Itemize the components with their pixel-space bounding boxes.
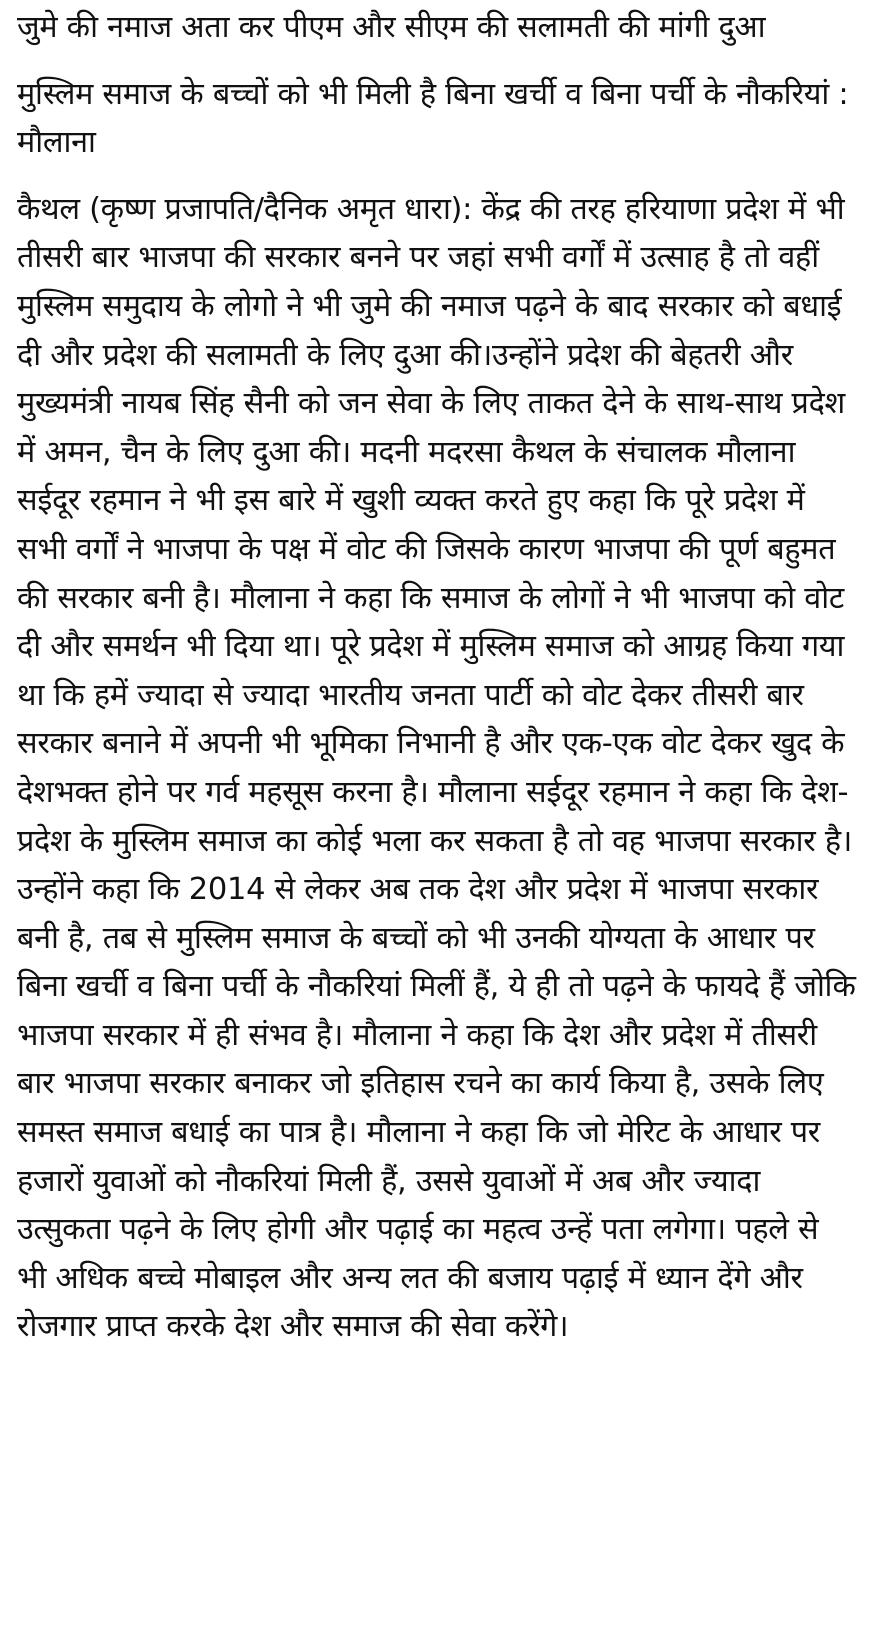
article-body: कैथल (कृष्ण प्रजापति/दैनिक अमृत धारा): केंद्र की तरह हरियाणा प्रदेश में भी तीसरी बार भाजपा की सरकार बनने पर जहां सभी वर्गों में उत्साह है तो वहीं मुस्लिम समुदाय के लोगो ने भी जुमे की नमाज पढ़ने के बाद सरकार को बधाई दी और प्रदेश की सलामती के लिए दुआ की।उन्होंने प्रदेश की बेहतरी और मुख्यमंत्री नायब सिंह सैनी को जन सेवा के लिए ताकत देने के साथ-साथ प्रदेश में अमन, चैन के लिए दुआ की। मदनी मदरसा कैथल के संचालक मौलाना सईदूर रहमान ने भी इस बारे में खुशी व्यक्त करते हुए कहा कि पूरे प्रदेश में सभी वर्गों ने भाजपा के पक्ष में वोट की जिसके कारण भाजपा की पूर्ण बहुमत की सरकार बनी है। मौलाना ने कहा कि समाज के लोगों ने भी भाजपा को वोट दी और समर्थन भी दिया था। पूरे प्रदेश में मुस्लिम समाज को आग्रह किया गया था कि हमें ज्यादा से ज्यादा भारतीय जनता पार्टी को वोट देकर तीसरी बार सरकार बनाने में अपनी भी भूमिका निभानी है और एक-एक वोट देकर खुद के देशभक्त होने पर गर्व महसूस करना है। मौलाना सईदूर रहमान ने कहा कि देश-प्रदेश के मुस्लिम समाज का कोई भला कर सकता है तो वह भाजपा सरकार है। उन्होंने कहा कि 2014 से लेकर अब तक देश और प्रदेश में भाजपा सरकार बनी है, तब से मुस्लिम समाज के बच्चों को भी उनकी योग्यता के आधार पर बिना खर्ची व बिना पर्ची के नौकरियां मिलीं हैं, ये ही तो पढ़ने के फायदे हैं जोकि भाजपा सरकार में ही संभव है। मौलाना ने कहा कि देश और प्रदेश में तीसरी बार भाजपा सरकार बनाकर जो इतिहास रचने का कार्य किया है, उसके लिए समस्त समाज बधाई का पात्र है। मौलाना ने कहा कि जो मेरिट के आधार पर हजारों युवाओं को नौकरियां मिली हैं, उससे युवाओं में अब और ज्यादा उत्सुकता पढ़ने के लिए होगी और पढ़ाई का महत्व उन्हें पता लगेगा। पहले से भी अधिक बच्चे मोबाइल और अन्य लत की बजाय पढ़ाई में ध्यान देंगे और रोजगार प्राप्त करके देश और समाज की सेवा करेंगे। (17, 191, 856, 1345)
article-headline: जुमे की नमाज अता कर पीएम और सीएम की सलामती की मांगी दुआ (17, 10, 766, 45)
article-subheadline: मुस्लिम समाज के बच्चों को भी मिली है बिना खर्ची व बिना पर्ची के नौकरियां : मौलाना (17, 76, 849, 161)
